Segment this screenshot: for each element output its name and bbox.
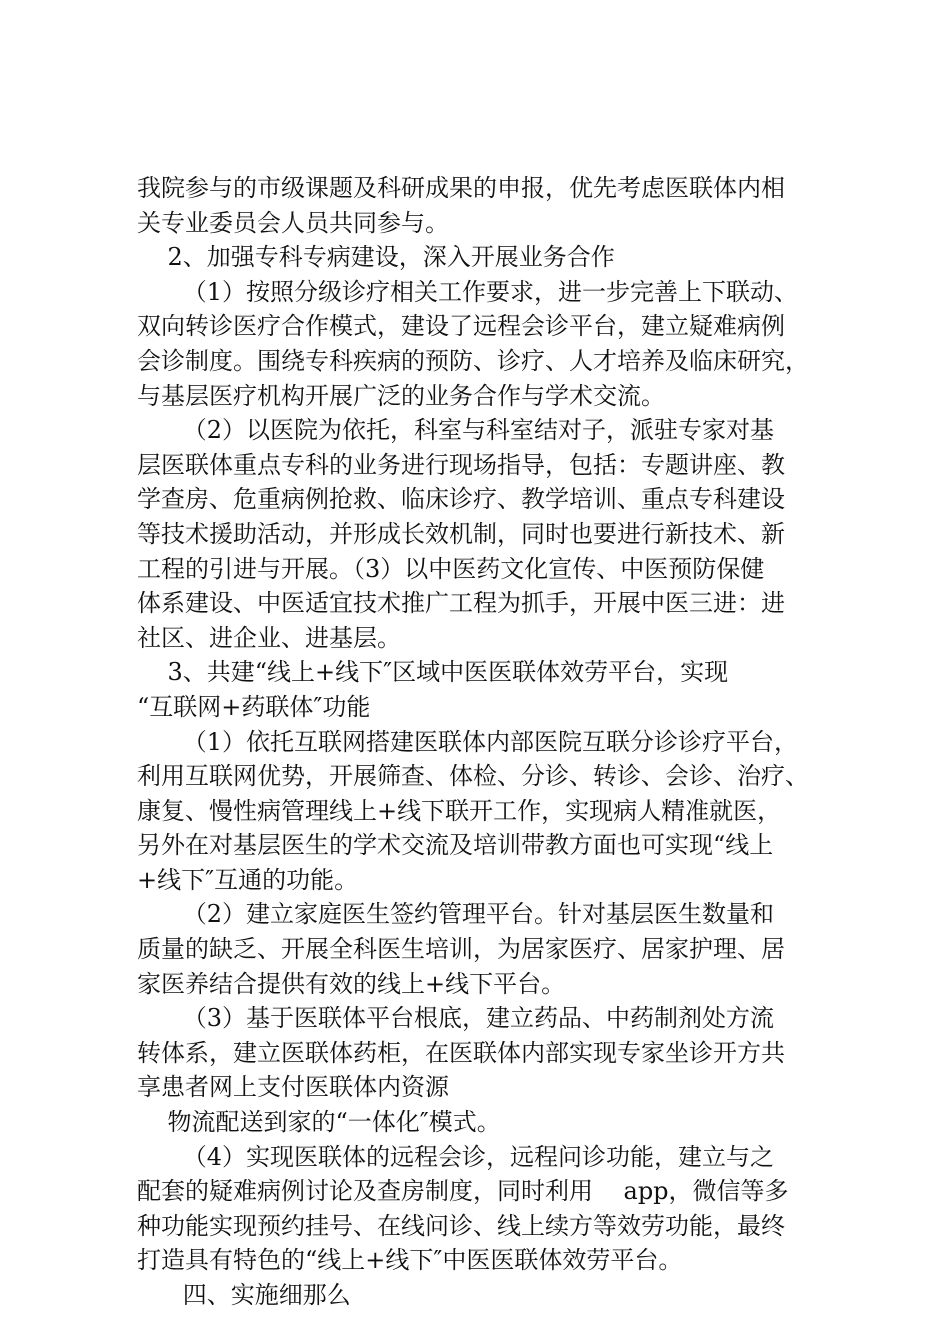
section-heading: 四、实施细那么 bbox=[137, 1281, 351, 1309]
document-body bbox=[137, 171, 837, 1313]
text-line: 享患者网上支付医联体内资源 bbox=[137, 1073, 449, 1102]
section-heading: “互联网+药联体″功能 bbox=[137, 692, 371, 721]
text-line: 质量的缺乏、开展全科医生培训，为居家医疗、居家护理、居 bbox=[137, 935, 785, 964]
text-line: 工程的引进与开展。（3）以中医药文化宣传、中医预防保健 bbox=[137, 554, 765, 583]
text-line: （1）按照分级诊疗相关工作要求，进一步完善上下联动、 bbox=[137, 277, 799, 306]
text-line: （2）建立家庭医生签约管理平台。针对基层医生数量和 bbox=[137, 900, 775, 929]
text-line: 康复、慢性病管理线上+线下联开工作，实现病人精准就医， bbox=[137, 796, 782, 825]
text-line: +线下″互通的功能。 bbox=[137, 865, 359, 894]
text-line: 利用互联网优势，开展筛查、体检、分诊、转诊、会诊、治疗、 bbox=[137, 762, 809, 791]
text-line: 转体系，建立医联体药柜，在医联体内部实现专家坐诊开方共 bbox=[137, 1038, 785, 1067]
text-line: 等技术援助活动，并形成长效机制，同时也要进行新技术、新 bbox=[137, 519, 785, 548]
text-line: 双向转诊医疗合作模式，建设了远程会诊平台，建立疑难病例 bbox=[137, 312, 785, 341]
text-line: 学查房、危重病例抢救、临床诊疗、教学培训、重点专科建设 bbox=[137, 485, 785, 514]
text-line: （1）依托互联网搭建医联体内部医院互联分诊诊疗平台， bbox=[137, 727, 799, 756]
text-line: （4）实现医联体的远程会诊，远程问诊功能，建立与之 bbox=[137, 1142, 775, 1171]
text-line: 我院参与的市级课题及科研成果的申报，优先考虑医联体内相 bbox=[137, 174, 785, 202]
text-line: 家医养结合提供有效的线上+线下平台。 bbox=[137, 969, 566, 998]
section-heading: 2、加强专科专病建设，深入开展业务合作 bbox=[137, 243, 615, 272]
text-line: 另外在对基层医生的学术交流及培训带教方面也可实现“线上 bbox=[137, 831, 774, 860]
text-line: （2）以医院为依托，科室与科室结对子，派驻专家对基 bbox=[137, 416, 775, 445]
text-line: 会诊制度。围绕专科疾病的预防、诊疗、人才培养及临床研究， bbox=[137, 346, 809, 375]
text-line: 与基层医疗机构开展广泛的业务合作与学术交流。 bbox=[137, 381, 665, 410]
text-line: 关专业委员会人员共同参与。 bbox=[137, 208, 449, 237]
text-line: （3）基于医联体平台根底，建立药品、中药制剂处方流 bbox=[137, 1004, 775, 1033]
text-line: 层医联体重点专科的业务进行现场指导，包括：专题讲座、教 bbox=[137, 450, 785, 479]
section-heading: 3、共建“线上+线下″区域中医医联体效劳平台，实现 bbox=[137, 658, 729, 687]
text-line: 物流配送到家的“一体化″模式。 bbox=[137, 1108, 501, 1137]
text-line: 体系建设、中医适宜技术推广工程为抓手，开展中医三进：进 bbox=[137, 589, 785, 618]
text-line: 配套的疑难病例讨论及查房制度，同时利用 app，微信等多 bbox=[137, 1177, 789, 1206]
text-line: 社区、进企业、进基层。 bbox=[137, 623, 401, 652]
text-line: 种功能实现预约挂号、在线问诊、线上续方等效劳功能，最终 bbox=[137, 1211, 785, 1240]
text-line: 打造具有特色的“线上+线下″中医医联体效劳平台。 bbox=[137, 1246, 683, 1275]
